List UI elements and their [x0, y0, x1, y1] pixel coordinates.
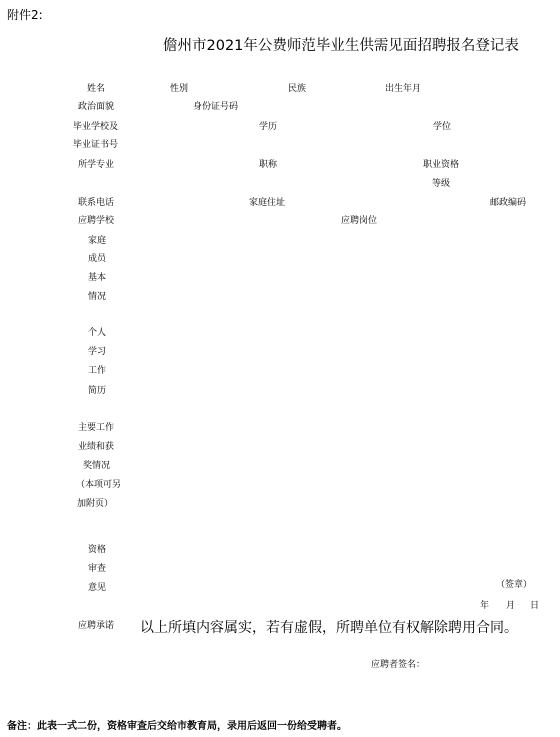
label-family-2: 成员	[88, 254, 107, 264]
label-political: 政治面貌	[78, 102, 115, 112]
label-family-3: 基本	[88, 273, 107, 283]
label-resume-1: 个人	[88, 328, 107, 338]
label-major: 所学专业	[78, 160, 115, 170]
date-year: 年	[480, 601, 490, 611]
label-review-1: 资格	[88, 545, 107, 555]
label-apply-position: 应聘岗位	[341, 216, 378, 226]
label-apply-school: 应聘学校	[78, 216, 115, 226]
date-month: 月	[506, 601, 516, 611]
label-title: 职称	[259, 160, 278, 170]
commitment-text: 以上所填内容属实，若有虚假，所聘单位有权解除聘用合同。	[140, 620, 518, 636]
label-achievements-4: （本项可另	[76, 480, 122, 490]
label-review-2: 审查	[88, 564, 107, 574]
seal-label: （签章）	[496, 580, 533, 590]
label-qualification-line2: 等级	[432, 179, 451, 189]
label-resume-4: 简历	[88, 386, 107, 396]
attachment-label: 附件2:	[7, 8, 43, 22]
label-family-1: 家庭	[88, 236, 107, 246]
label-education: 学历	[259, 122, 278, 132]
label-family-4: 情况	[88, 292, 107, 302]
label-commitment: 应聘承诺	[78, 621, 115, 631]
label-achievements-3: 奖情况	[83, 461, 111, 471]
label-achievements-5: 加附页）	[77, 499, 114, 509]
label-ethnicity: 民族	[288, 84, 307, 94]
label-phone: 联系电话	[78, 198, 115, 208]
form-title: 儋州市2021年公费师范毕业生供需见面招聘报名登记表	[163, 38, 519, 54]
label-degree: 学位	[433, 122, 452, 132]
label-achievements-2: 业绩和获	[78, 442, 115, 452]
label-postcode: 邮政编码	[490, 198, 527, 208]
label-id-number: 身份证号码	[193, 102, 239, 112]
label-birth: 出生年月	[385, 84, 422, 94]
label-name: 姓名	[87, 84, 106, 94]
label-resume-2: 学习	[88, 347, 107, 357]
signature-label: 应聘者签名：	[371, 660, 426, 670]
label-achievements-1: 主要工作	[78, 423, 115, 433]
label-address: 家庭住址	[249, 198, 286, 208]
label-school-line2: 毕业证书号	[73, 140, 119, 150]
label-gender: 性别	[170, 84, 189, 94]
label-school-line1: 毕业学校及	[73, 122, 119, 132]
footer-note: 备注：此表一式二份，资格审查后交给市教育局，录用后返回一份给受聘者。	[7, 721, 347, 732]
label-review-3: 意见	[88, 583, 107, 593]
date-day: 日	[530, 601, 540, 611]
label-qualification-line1: 职业资格	[423, 160, 460, 170]
label-resume-3: 工作	[88, 366, 107, 376]
